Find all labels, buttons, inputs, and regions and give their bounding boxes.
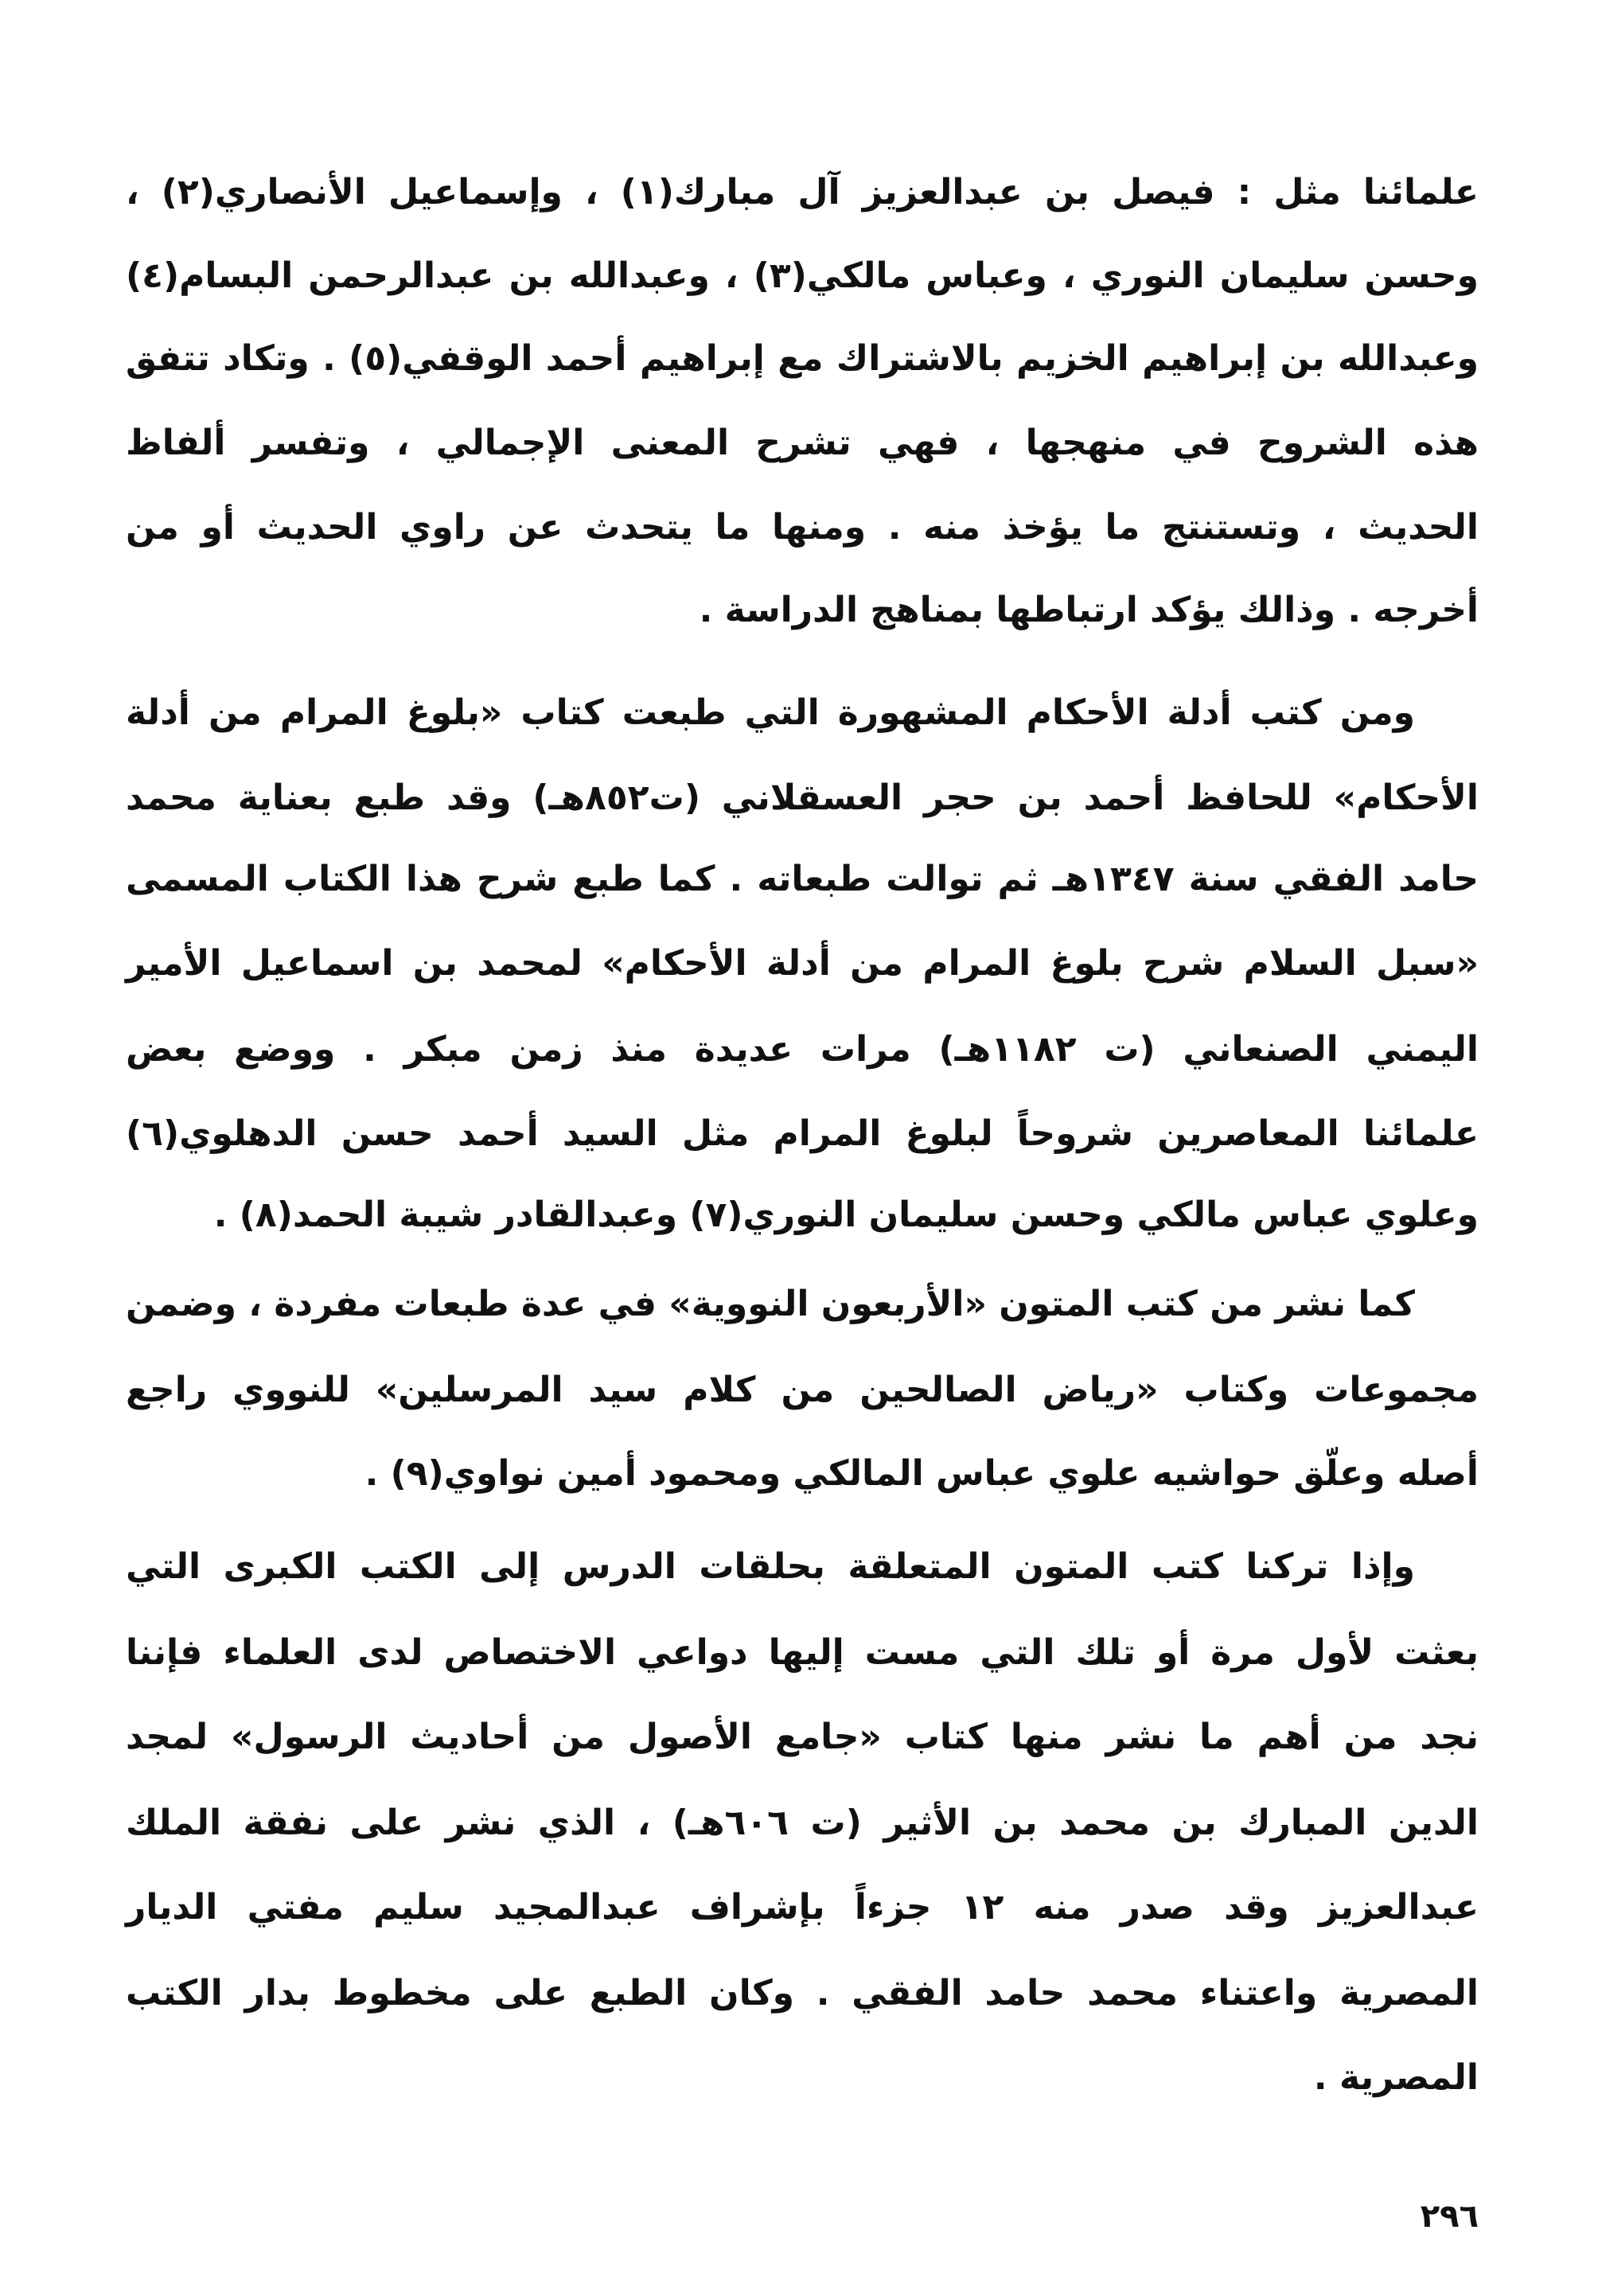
text-line: كما نشر من كتب المتون «الأربعون النووية» في عدة طبعات مفردة ، وضمن <box>126 1284 1415 1324</box>
text-line: «سبل السلام شرح بلوغ المرام من أدلة الأحكام» لمحمد بن اسماعيل الأمير <box>126 943 1479 984</box>
text-line: المصرية . <box>1313 2057 1479 2098</box>
text-line: الدين المبارك بن محمد بن الأثير (ت ٦٠٦هـ) ، الذي نشر على نفقة الملك <box>126 1803 1479 1843</box>
text-line: وعلوي عباس مالكي وحسن سليمان النوري(٧) وعبدالقادر شيبة الحمد(٨) . <box>213 1195 1479 1235</box>
text-line: حامد الفقي سنة ١٣٤٧هـ ثم توالت طبعاته . كما طبع شرح هذا الكتاب المسمى <box>126 859 1479 899</box>
text-line: هذه الشروح في منهجها ، فهي تشرح المعنى الإجمالي ، وتفسر ألفاظ <box>126 423 1479 463</box>
text-line: علمائنا مثل : فيصل بن عبدالعزيز آل مبارك(١) ، وإسماعيل الأنصاري(٢) ، <box>126 172 1479 212</box>
text-line: الحديث ، وتستنتج ما يؤخذ منه . ومنها ما يتحدث عن راوي الحديث أو من <box>126 507 1479 548</box>
text-line: ومن كتب أدلة الأحكام المشهورة التي طبعت كتاب «بلوغ المرام من أدلة <box>126 692 1415 733</box>
text-line: أخرجه . وذالك يؤكد ارتباطها بمناهج الدراسة . <box>699 590 1479 630</box>
text-line: مجموعات وكتاب «رياض الصالحين من كلام سيد المرسلين» للنووي راجع <box>126 1370 1479 1410</box>
text-line: المصرية واعتناء محمد حامد الفقي . وكان الطبع على مخطوط بدار الكتب <box>126 1973 1479 2013</box>
text-line: اليمني الصنعاني (ت ١١٨٢هـ) مرات عديدة منذ زمن مبكر . ووضع بعض <box>126 1029 1479 1070</box>
text-line: نجد من أهم ما نشر منها كتاب «جامع الأصول من أحاديث الرسول» لمجد <box>126 1717 1479 1757</box>
text-line: وإذا تركنا كتب المتون المتعلقة بحلقات الدرس إلى الكتب الكبرى التي <box>126 1546 1415 1587</box>
text-line: عبدالعزيز وقد صدر منه ١٢ جزءاً بإشراف عبدالمجيد سليم مفتي الديار <box>126 1887 1479 1928</box>
page-number: ٢٩٦ <box>1420 2198 1479 2235</box>
text-line: الأحكام» للحافظ أحمد بن حجر العسقلاني (ت٨٥٢هـ) وقد طبع بعناية محمد <box>126 778 1479 818</box>
text-line: وحسن سليمان النوري ، وعباس مالكي(٣) ، وعبدالله بن عبدالرحمن البسام(٤) <box>126 255 1479 296</box>
text-line: بعثت لأول مرة أو تلك التي مست إليها دواعي الاختصاص لدى العلماء فإننا <box>126 1632 1479 1673</box>
text-line: علمائنا المعاصرين شروحاً لبلوغ المرام مثل السيد أحمد حسن الدهلوي(٦) <box>126 1113 1479 1154</box>
text-line: وعبدالله بن إبراهيم الخزيم بالاشتراك مع إبراهيم أحمد الوقفي(٥) . وتكاد تتفق <box>126 338 1479 379</box>
text-line: أصله وعلّق حواشيه علوي عباس المالكي ومحمود أمين نواوي(٩) . <box>364 1453 1479 1494</box>
